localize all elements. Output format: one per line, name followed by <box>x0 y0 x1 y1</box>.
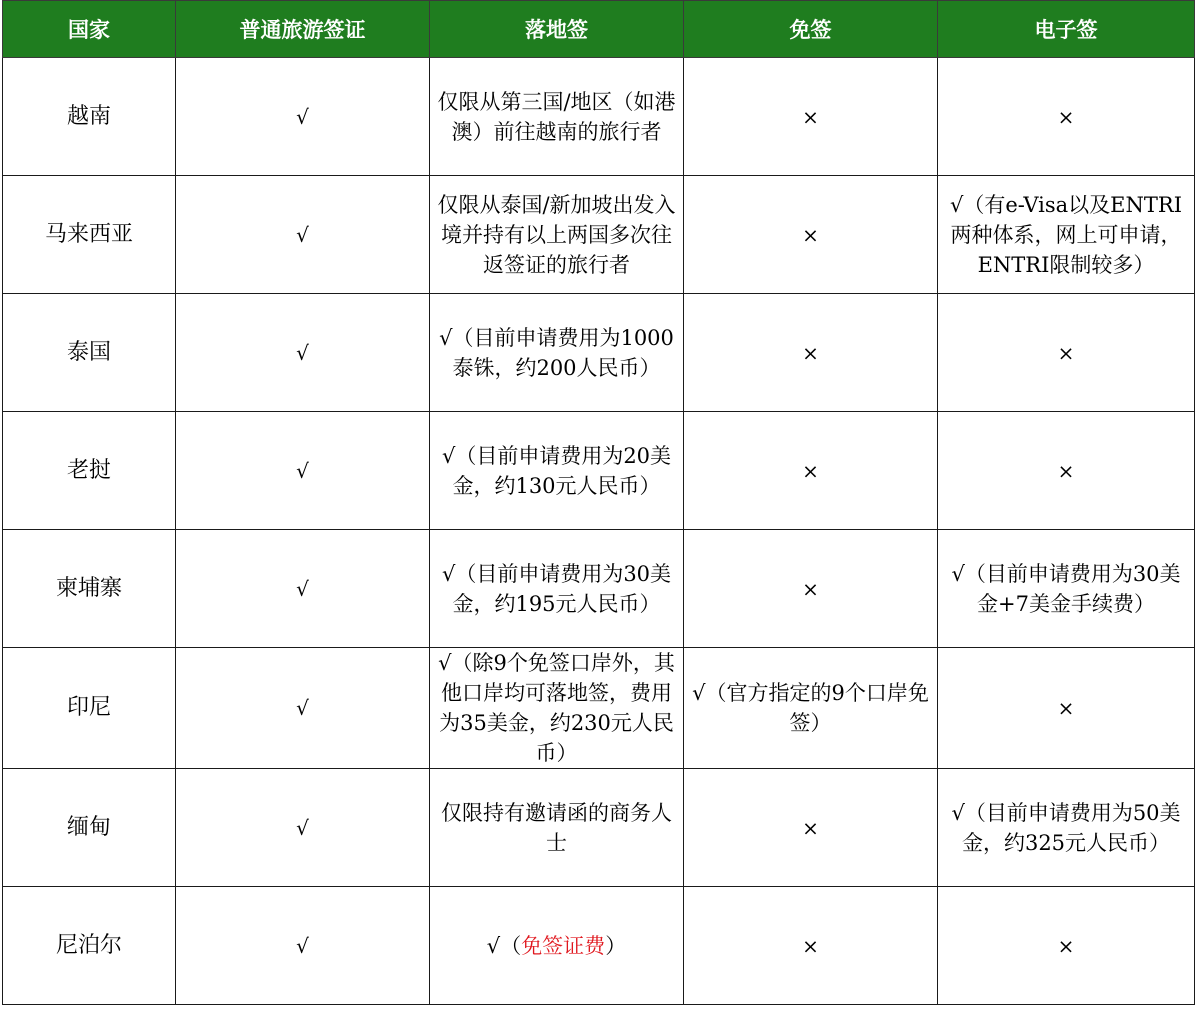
header-visa-on-arrival: 落地签 <box>430 1 684 58</box>
header-country: 国家 <box>3 1 176 58</box>
visa-on-arrival-cell: √（除9个免签口岸外，其他口岸均可落地签，费用为35美金，约230元人民币） <box>430 648 684 769</box>
table-row <box>3 530 1195 648</box>
fee-waived-note: 免签证费 <box>521 933 606 958</box>
visa-free-cell: √（官方指定的9个口岸免签） <box>684 648 938 769</box>
e-visa-cell: × <box>938 887 1195 1005</box>
visa-free-cell: × <box>684 412 938 530</box>
country-cell: 老挝 <box>3 412 176 530</box>
visa-on-arrival-cell <box>430 887 684 1005</box>
visa-free-cell: × <box>684 294 938 412</box>
visa-on-arrival-cell: 仅限持有邀请函的商务人士 <box>430 769 684 887</box>
visa-on-arrival-cell: √（目前申请费用为20美金，约130元人民币） <box>430 412 684 530</box>
header-row <box>3 1 1195 58</box>
header-e-visa: 电子签 <box>938 1 1195 58</box>
visa-on-arrival-cell: 仅限从泰国/新加坡出发入境并持有以上两国多次往返签证的旅行者 <box>430 176 684 294</box>
tourist-visa-cell: √ <box>176 412 430 530</box>
e-visa-cell: √（有e-Visa以及ENTRI两种体系，网上可申请，ENTRI限制较多） <box>938 176 1195 294</box>
header-visa-free: 免签 <box>684 1 938 58</box>
country-cell: 柬埔寨 <box>3 530 176 648</box>
visa-free-cell: × <box>684 769 938 887</box>
country-cell: 缅甸 <box>3 769 176 887</box>
table-row <box>3 176 1195 294</box>
tourist-visa-cell: √ <box>176 530 430 648</box>
visa-free-cell: × <box>684 176 938 294</box>
tourist-visa-cell: √ <box>176 58 430 176</box>
country-cell: 尼泊尔 <box>3 887 176 1005</box>
e-visa-cell: × <box>938 648 1195 769</box>
tourist-visa-cell: √ <box>176 648 430 769</box>
visa-free-cell: × <box>684 530 938 648</box>
table-row <box>3 294 1195 412</box>
table-header <box>3 1 1195 58</box>
table-body <box>3 58 1195 1005</box>
visa-free-cell: × <box>684 887 938 1005</box>
paren-close: ） <box>605 933 627 958</box>
tourist-visa-cell: √ <box>176 294 430 412</box>
table-row <box>3 58 1195 176</box>
e-visa-cell: × <box>938 58 1195 176</box>
visa-comparison-table <box>2 0 1195 1005</box>
paren-open: （ <box>500 933 522 958</box>
tourist-visa-cell: √ <box>176 887 430 1005</box>
check-mark: √ <box>486 933 501 958</box>
e-visa-cell: √（目前申请费用为30美金+7美金手续费） <box>938 530 1195 648</box>
tourist-visa-cell: √ <box>176 176 430 294</box>
table-row <box>3 412 1195 530</box>
header-tourist-visa: 普通旅游签证 <box>176 1 430 58</box>
country-cell: 马来西亚 <box>3 176 176 294</box>
country-cell: 泰国 <box>3 294 176 412</box>
e-visa-cell: × <box>938 294 1195 412</box>
visa-on-arrival-cell: √（目前申请费用为30美金，约195元人民币） <box>430 530 684 648</box>
country-cell: 印尼 <box>3 648 176 769</box>
table-row <box>3 769 1195 887</box>
country-cell: 越南 <box>3 58 176 176</box>
table-row <box>3 648 1195 769</box>
e-visa-cell: × <box>938 412 1195 530</box>
e-visa-cell: √（目前申请费用为50美金，约325元人民币） <box>938 769 1195 887</box>
visa-free-cell: × <box>684 58 938 176</box>
tourist-visa-cell: √ <box>176 769 430 887</box>
table-row <box>3 887 1195 1005</box>
visa-on-arrival-cell: √（目前申请费用为1000泰铢，约200人民币） <box>430 294 684 412</box>
visa-on-arrival-cell: 仅限从第三国/地区（如港澳）前往越南的旅行者 <box>430 58 684 176</box>
